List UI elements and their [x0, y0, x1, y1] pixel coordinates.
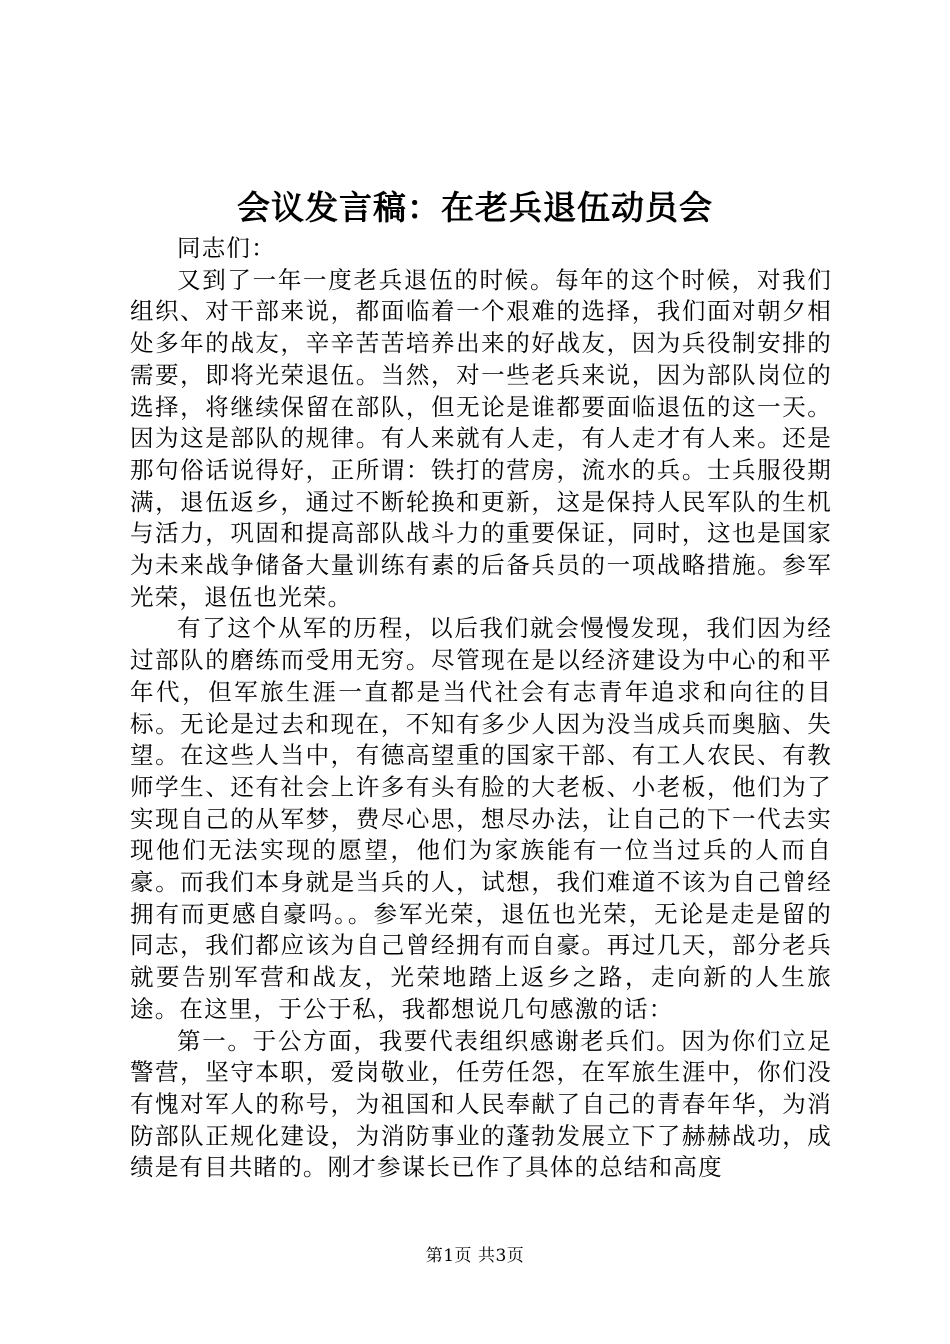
page-footer: 第1页 共3页	[425, 1246, 525, 1266]
paragraph-3: 第一。于公方面，我要代表组织感谢老兵们。因为你们立足警营，坚守本职，爱岗敬业，任劳任怨，在军旅生涯中，你们没有愧对军人的称号，为祖国和人民奉献了自己的青春年华，为消防部队正规化建设，为消防事业的蓬勃发展立下了赫赫战功，成绩是有目共睹的。刚才参谋长已作了具体的总结和高度	[130, 1026, 832, 1182]
document-title: 会议发言稿：在老兵退伍动员会	[237, 188, 713, 227]
paragraph-2: 有了这个从军的历程，以后我们就会慢慢发现，我们因为经过部队的磨练而受用无穷。尽管现在是以经济建设为中心的和平年代，但军旅生涯一直都是当代社会有志青年追求和向往的目标。无论是过去和现在，不知有多少人因为没当成兵而奥脑、失望。在这些人当中，有德高望重的国家干部、有工人农民、有教师学生、还有社会上许多有头有脸的大老板、小老板，他们为了实现自己的从军梦，费尽心思，想尽办法，让自己的下一代去实现他们无法实现的愿望，他们为家族能有一位当过兵的人而自豪。而我们本身就是当兵的人，试想，我们难道不该为自己曾经拥有而更感自豪吗。。参军光荣，退伍也光荣，无论是走是留的同志，我们都应该为自己曾经拥有而自豪。再过几天，部分老兵就要告别军营和战友，光荣地踏上返乡之路，走向新的人生旅途。在这里，于公于私，我都想说几句感激的话：	[130, 614, 832, 1023]
greeting: 同志们：	[177, 234, 276, 262]
paragraph-1: 又到了一年一度老兵退伍的时候。每年的这个时候，对我们组织、对干部来说，都面临着一个艰难的选择，我们面对朝夕相处多年的战友，辛辛苦苦培养出来的好战友，因为兵役制安排的需要，即将光荣退伍。当然，对一些老兵来说，因为部队岗位的选择，将继续保留在部队，但无论是谁都要面临退伍的这一天。因为这是部队的规律。有人来就有人走，有人走才有人来。还是那句俗话说得好，正所谓：铁打的营房，流水的兵。士兵服役期满，退伍返乡，通过不断轮换和更新，这是保持人民军队的生机与活力，巩固和提高部队战斗力的重要保证，同时，这也是国家为未来战争储备大量训练有素的后备兵员的一项战略措施。参军光荣，退伍也光荣。	[130, 265, 832, 611]
document-body	[130, 233, 832, 1184]
